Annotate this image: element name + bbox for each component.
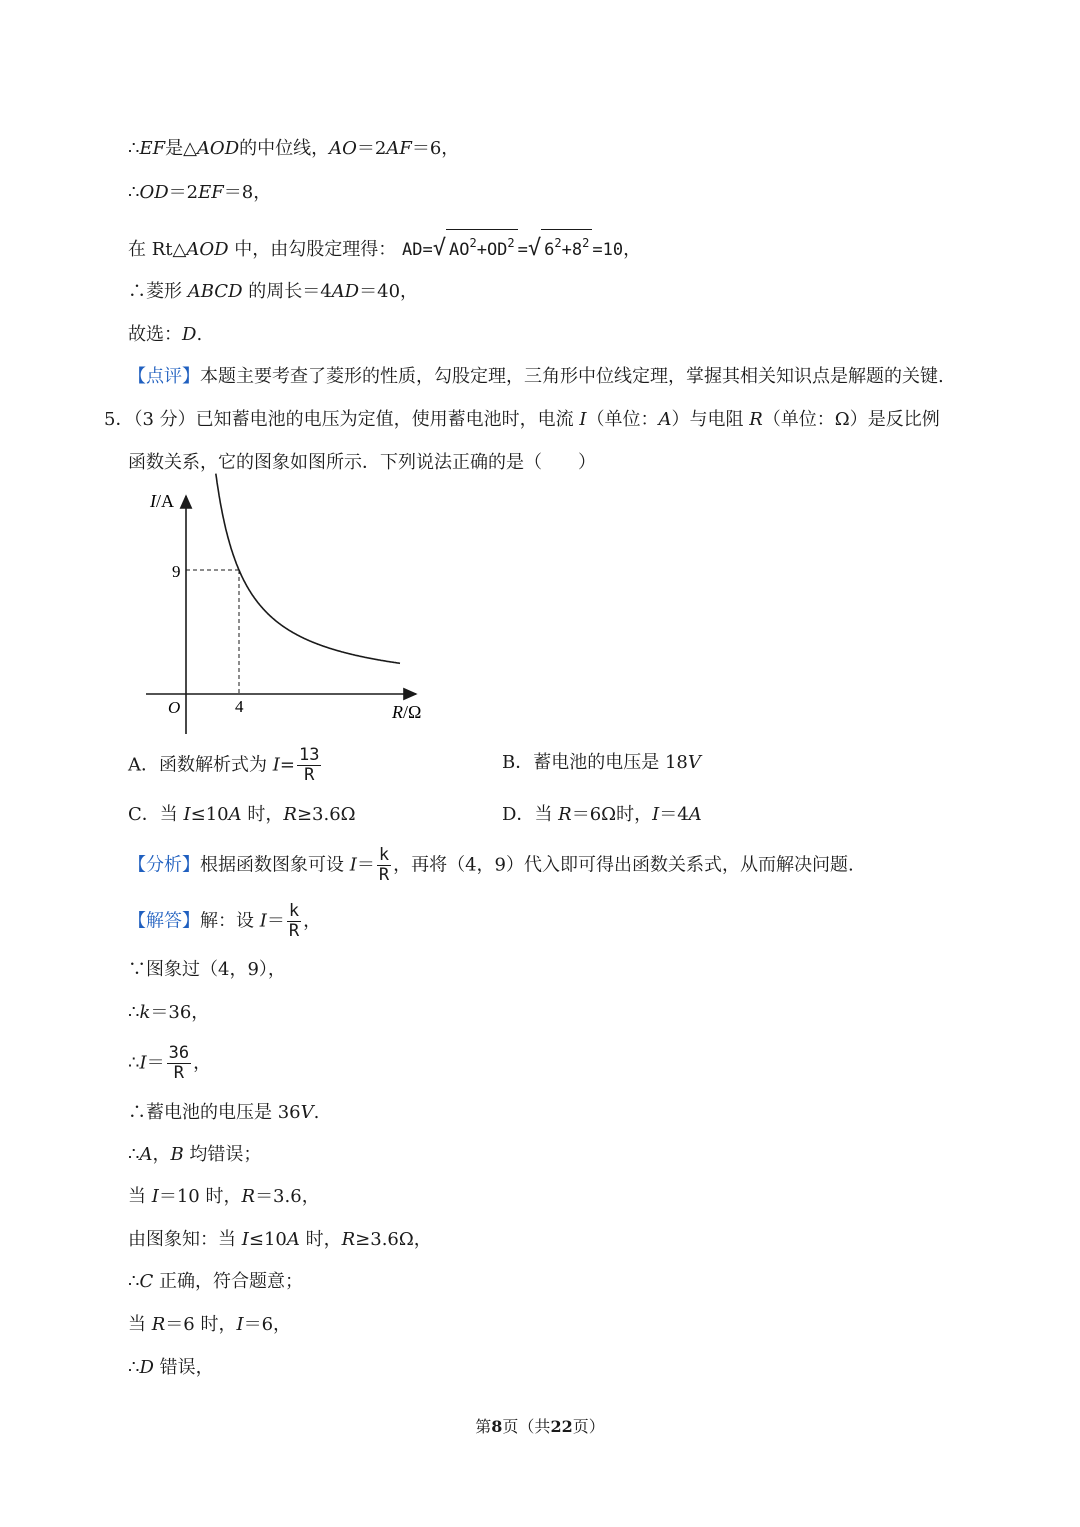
- step-r-6: 当 R＝6 时，I＝6，: [128, 1314, 292, 1335]
- line-od: ∴OD＝2EF＝8，: [128, 182, 272, 203]
- review-tag: 【点评】: [128, 366, 200, 387]
- step-d-wrong: ∴D 错误，: [128, 1357, 214, 1378]
- option-b: B．蓄电池的电压是 18V: [502, 752, 701, 773]
- step-from-graph: 由图象知：当 I≤10A 时，R≥3.6Ω，: [128, 1229, 432, 1250]
- option-a: A．函数解析式为 I= $\frac{13}{R}$: [128, 745, 320, 785]
- question-5-line-2: 函数关系，它的图象如图所示．下列说法正确的是（ ）: [128, 452, 596, 473]
- answer-line: 【解答】解：设 I＝ $\frac{k}{R}$ ，: [128, 901, 322, 941]
- step-ab-wrong: ∴A，B 均错误；: [128, 1144, 262, 1165]
- option-d: D．当 R＝6Ω时，I＝4A: [502, 804, 702, 825]
- origin-label: O: [168, 698, 181, 717]
- step-graph-passes: ∵图象过（4，9），: [128, 959, 286, 980]
- step-c-correct: ∴C 正确，符合题意；: [128, 1271, 303, 1292]
- line-ef-midline: ∴EF是△AOD的中位线，AO＝2AF＝6，: [128, 138, 460, 159]
- tick-label-x-4: 4: [235, 697, 244, 716]
- line-pythagoras: 在 Rt△AOD 中，由勾股定理得： AD=√ $AO^2+OD^2$ =√ $6^2+8^2 =10$，: [128, 229, 641, 263]
- page-footer: 第8页（共22页）: [475, 1417, 605, 1436]
- step-k: ∴k＝36，: [128, 1002, 210, 1023]
- hyperbola-curve: [216, 474, 400, 664]
- line-choose-d: 故选：D.: [128, 324, 203, 345]
- analysis-tag: 【分析】: [128, 854, 200, 876]
- tick-label-y-9: 9: [172, 562, 181, 581]
- line-review: 【点评】本题主要考查了菱形的性质，勾股定理，三角形中位线定理，掌握其相关知识点是解题的关键.: [128, 366, 944, 387]
- line-perimeter: ∴菱形 ABCD 的周长＝4AD＝40，: [128, 281, 419, 302]
- y-axis-label: I/A: [150, 491, 174, 511]
- question-5-line-1: 5．（3 分）已知蓄电池的电压为定值，使用蓄电池时，电流 I（单位：A）与电阻 R（单位：Ω）是反比例: [104, 409, 940, 430]
- step-voltage: ∴蓄电池的电压是 36V.: [128, 1102, 320, 1123]
- answer-tag: 【解答】: [128, 910, 200, 932]
- step-i-formula: ∴I＝ $\frac{36}{R}$ ，: [128, 1043, 212, 1083]
- step-i-10: 当 I＝10 时，R＝3.6，: [128, 1186, 320, 1207]
- option-c: C．当 I≤10A 时，R≥3.6Ω: [128, 804, 356, 825]
- analysis-line: 【分析】根据函数图象可设 I＝ $\frac{k}{R}$ ，再将（4，9）代入即可得出函数关系式，从而解决问题.: [128, 845, 854, 885]
- x-axis-label: R/Ω: [392, 702, 422, 722]
- pythagoras-formula: AD=√ $AO^2+OD^2$ =√ $6^2+8^2 =10$: [402, 240, 623, 260]
